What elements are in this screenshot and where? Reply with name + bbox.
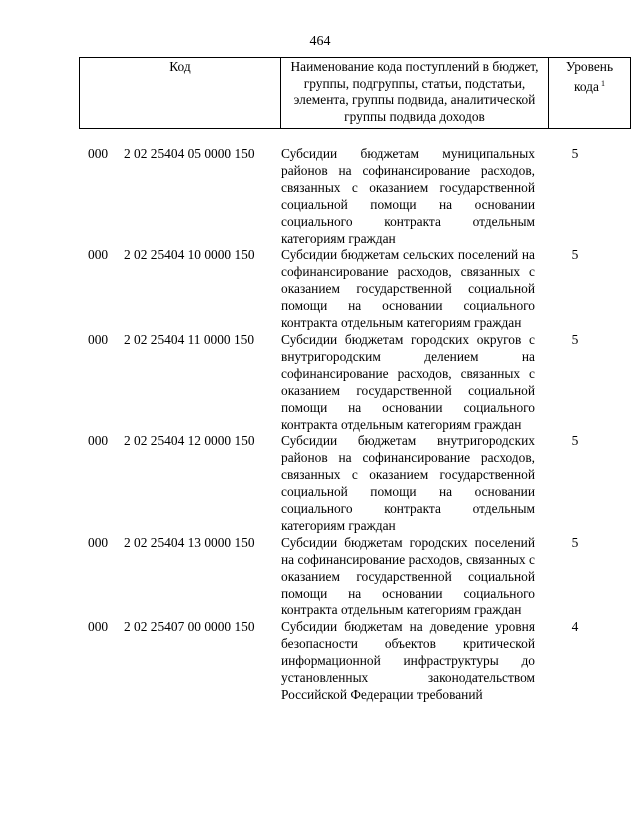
page-number: 464	[309, 34, 331, 49]
table-row	[0, 433, 640, 534]
row-admin-code: 000	[88, 619, 109, 635]
row-income-name: Субсидии бюджетам муниципальных районов на софинансирование расходов, связанных с оказанием государственной социальной помощи на основании социального контракта отдельным категориям граждан	[281, 146, 535, 246]
row-admin-code: 000	[88, 247, 109, 263]
header-code: Код	[80, 58, 281, 129]
row-income-code: 2 02 25404 12 0000 150	[124, 433, 255, 449]
row-income-code: 2 02 25404 11 0000 150	[124, 331, 255, 347]
row-level: 5	[571, 433, 579, 449]
row-admin-code: 000	[88, 433, 109, 449]
table-header	[79, 57, 631, 129]
row-income-code: 2 02 25404 10 0000 150	[124, 247, 255, 263]
row-level: 5	[571, 247, 579, 263]
row-admin-code: 000	[88, 146, 109, 161]
row-income-code: 2 02 25407 00 0000 150	[124, 619, 255, 635]
row-income-name: Субсидии бюджетам внутригородских районов на софинансирование расходов, связанных с оказанием государственной социальной помощи на основании социального контракта отдельным категориям граждан	[281, 433, 535, 533]
row-income-name: Субсидии бюджетам городских поселений на софинансирование расходов, связанных с оказанием государственной социальной помощи на основании социального контракта отдельным категориям граждан	[281, 534, 535, 618]
row-admin-code: 000	[88, 534, 109, 550]
row-level: 5	[571, 534, 579, 550]
header-level-label: Уровень кода	[565, 59, 614, 94]
table-row	[0, 146, 640, 247]
table-row	[0, 535, 640, 620]
header-name: Наименование кода поступлений в бюджет, группы, подгруппы, статьи, подстатьи, элемента, группы подвида, аналитической группы подвида доходов	[281, 58, 549, 129]
row-income-code: 2 02 25404 13 0000 150	[124, 534, 255, 550]
table-body	[0, 146, 640, 704]
row-level: 5	[571, 146, 579, 161]
row-level: 5	[571, 331, 579, 347]
row-income-name: Субсидии бюджетам на доведение уровня безопасности объектов критической информационной инфраструктуры до установленных законодательством Российской Федерации требований	[281, 619, 535, 702]
header-level	[549, 58, 631, 129]
row-income-name: Субсидии бюджетам сельских поселений на софинансирование расходов, связанных с оказанием государственной социальной помощи на основании социального контракта отдельным категориям граждан	[281, 247, 535, 331]
row-level: 4	[571, 619, 579, 635]
table-row	[0, 332, 640, 433]
header-level-footnote: 1	[600, 78, 605, 88]
row-admin-code: 000	[88, 331, 109, 347]
row-income-name: Субсидии бюджетам городских округов с внутригородским делением на софинансирование расходов, связанных с оказанием государственной социальной помощи на основании социального контракта отдельным категориям граждан	[281, 331, 535, 432]
row-income-code: 2 02 25404 05 0000 150	[124, 146, 255, 161]
table-row	[0, 619, 640, 704]
table-row	[0, 247, 640, 332]
